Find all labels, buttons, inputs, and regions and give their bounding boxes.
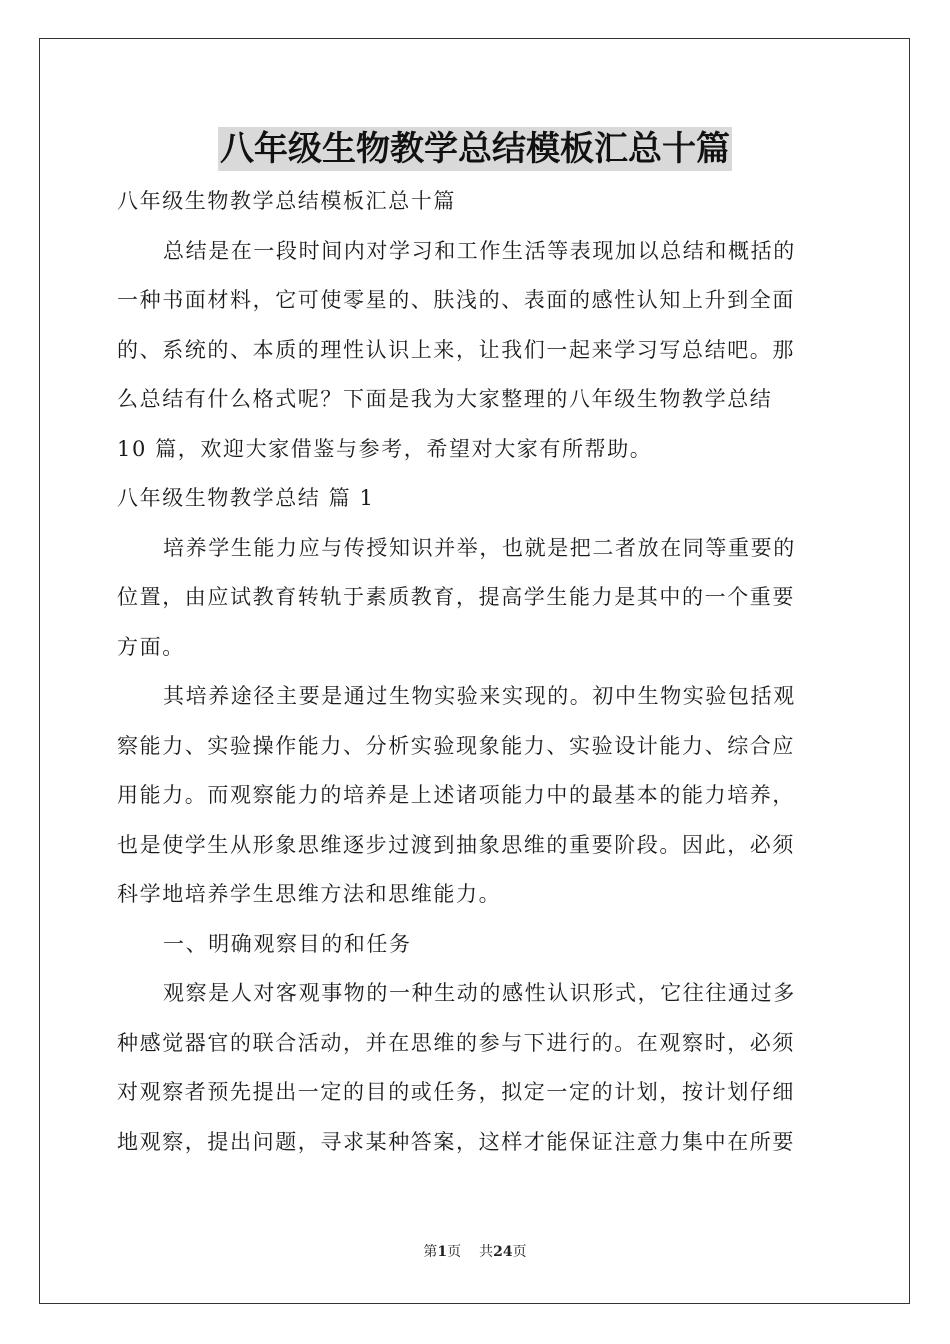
footer-total-suffix: 页 [512, 1244, 527, 1260]
page-footer [0, 1241, 950, 1261]
text-line: 么总结有什么格式呢？下面是我为大家整理的八年级生物教学总结 [117, 387, 773, 411]
text-line: 地观察，提出问题，寻求某种答案，这样才能保证注意力集中在所要 [117, 1129, 795, 1154]
document-title: 八年级生物教学总结模板汇总十篇 [220, 129, 730, 169]
title-container [0, 127, 950, 171]
text-line: 用能力。而观察能力的培养是上述诸项能力中的最基本的能力培养， [117, 783, 795, 807]
text-line: 一种书面材料，它可使零星的、肤浅的、表面的感性认知上升到全面 [117, 288, 795, 312]
text-line: 也是使学生从形象思维逐步过渡到抽象思维的重要阶段。因此，必须 [117, 832, 795, 857]
text-line: 10 篇，欢迎大家借鉴与参考，希望对大家有所帮助。 [117, 436, 653, 461]
footer-total-prefix: 共 [479, 1244, 494, 1260]
text-line: 培养学生能力应与传授知识并举，也就是把二者放在同等重要的 [163, 535, 796, 560]
text-line: 其培养途径主要是通过生物实验来实现的。初中生物实验包括观 [163, 684, 796, 708]
text-line: 八年级生物教学总结模板汇总十篇 [117, 189, 456, 213]
footer-page-prefix: 第 [423, 1244, 438, 1260]
text-line: 种感觉器官的联合活动，并在思维的参与下进行的。在观察时，必须 [117, 1030, 795, 1055]
text-line: 察能力、实验操作能力、分析实验现象能力、实验设计能力、综合应 [117, 733, 795, 758]
text-line: 科学地培养学生思维方法和思维能力。 [117, 882, 502, 906]
footer-page-number: 1 [437, 1244, 448, 1260]
text-line: 八年级生物教学总结 篇 1 [117, 486, 375, 510]
text-line: 总结是在一段时间内对学习和工作生活等表现加以总结和概括的 [163, 238, 796, 263]
text-line: 一、明确观察目的和任务 [163, 931, 412, 956]
text-line: 位置，由应试教育转轨于素质教育，提高学生能力是其中的一个重要 [117, 585, 795, 609]
text-line: 方面。 [117, 634, 185, 659]
text-line: 的、系统的、本质的理性认识上来，让我们一起来学习写总结吧。那 [117, 337, 795, 362]
text-line: 对观察者预先提出一定的目的或任务，拟定一定的计划，按计划仔细 [117, 1080, 795, 1104]
text-line: 观察是人对客观事物的一种生动的感性认识形式，它往往通过多 [163, 981, 796, 1005]
footer-page-suffix: 页 [447, 1244, 462, 1260]
document-body [117, 177, 833, 1167]
footer-total-pages: 24 [493, 1244, 513, 1260]
